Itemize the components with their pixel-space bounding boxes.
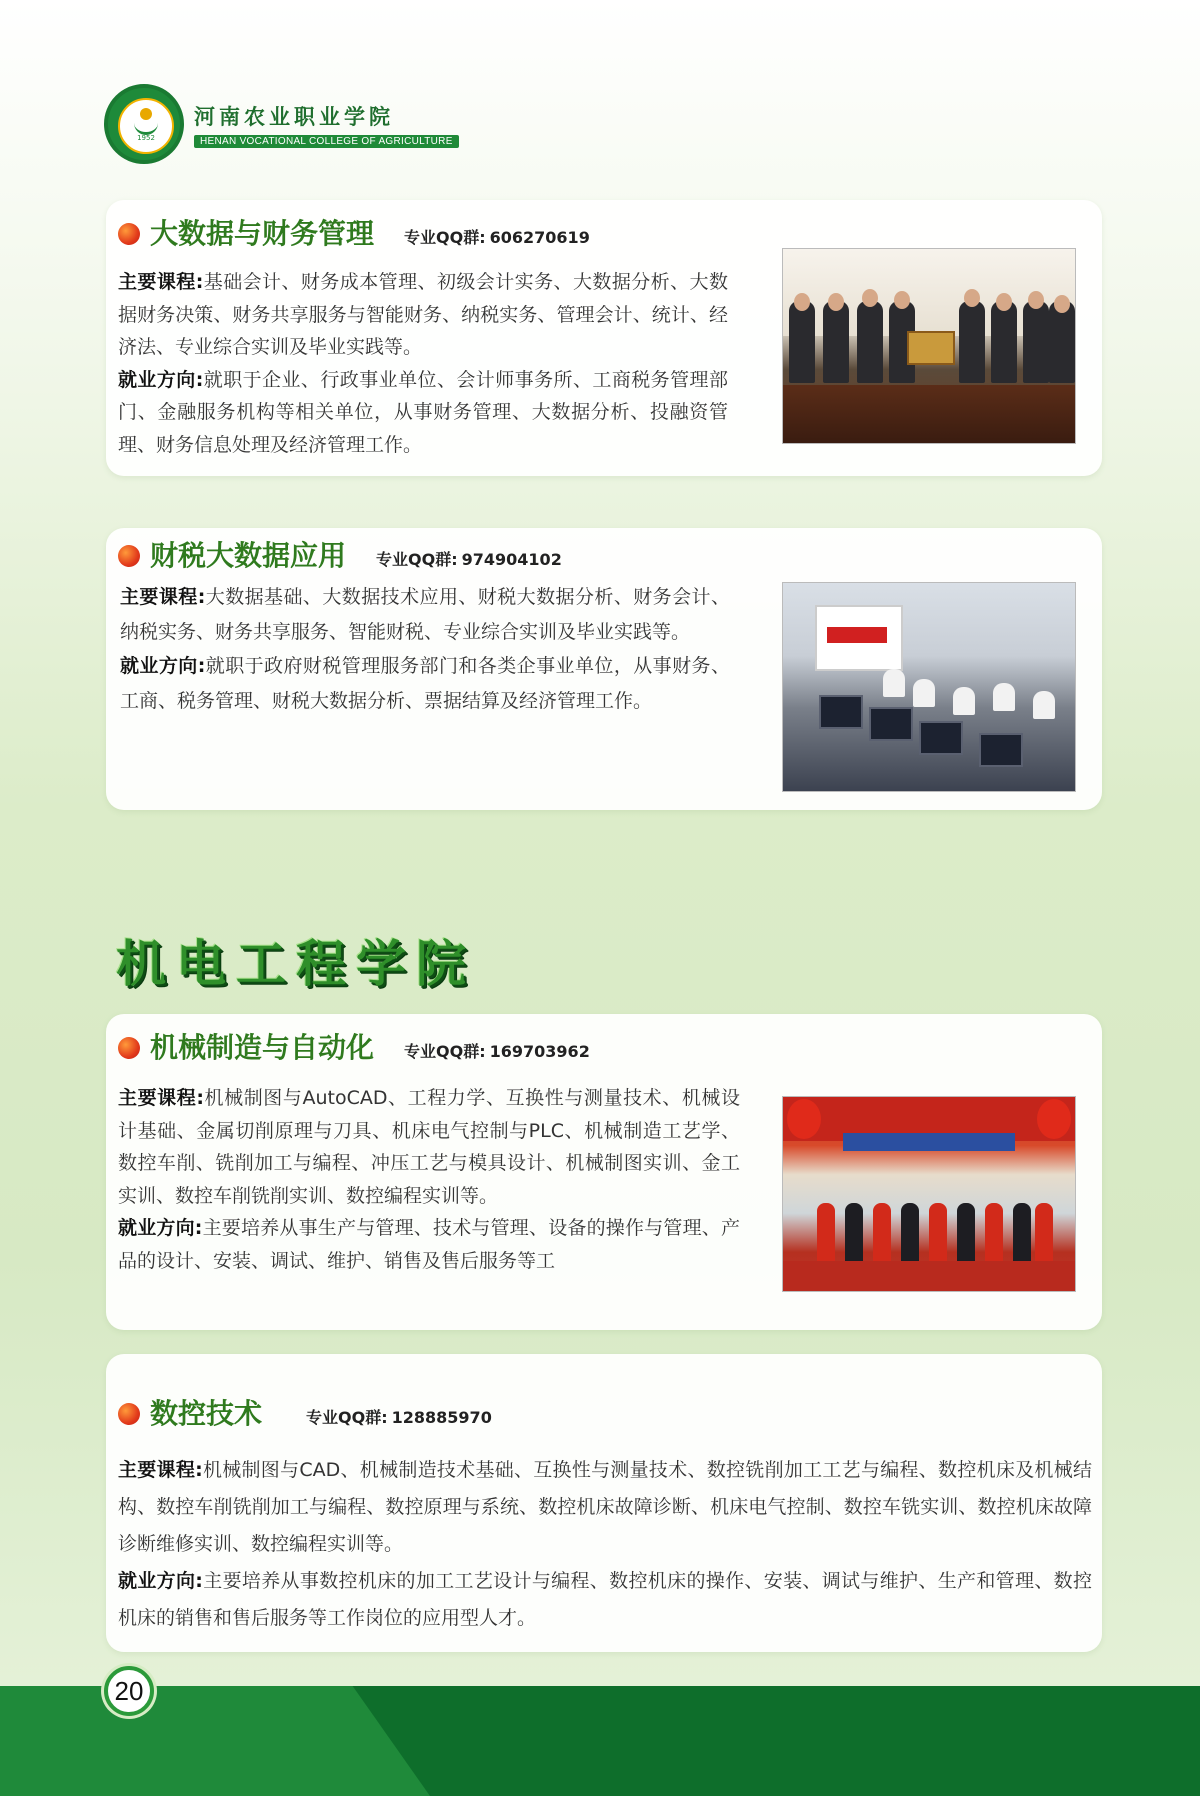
bullet-dot-icon — [118, 223, 140, 245]
major-title: 大数据与财务管理 — [150, 217, 375, 250]
computer-lab-photo — [782, 582, 1076, 792]
major-heading — [118, 1392, 492, 1432]
career-text: 主要培养从事生产与管理、技术与管理、设备的操作与管理、产品的设计、安装、调试、维护、销售及售后服务等工 — [118, 1217, 740, 1272]
major-title: 财税大数据应用 — [150, 539, 347, 572]
major-description — [118, 1082, 740, 1277]
page-number: 20 — [104, 1666, 154, 1716]
courses-label: 主要课程: — [118, 271, 204, 293]
courses-text: 机械制图与AutoCAD、工程力学、互换性与测量技术、机械设计基础、金属切削原理与刀具、机床电气控制与PLC、机械制造工艺学、数控车削、铣削加工与编程、冲压工艺与模具设计、机械制图实训、金工实训、数控车削铣削实训、数控编程实训等。 — [118, 1087, 740, 1207]
courses-text: 机械制图与CAD、机械制造技术基础、互换性与测量技术、数控铣削加工工艺与编程、数控机床及机械结构、数控车削铣削加工与编程、数控原理与系统、数控机床故障诊断、机床电气控制、数控车铣实训、数控机床故障诊断维修实训、数控编程实训等。 — [118, 1459, 1092, 1555]
career-label: 就业方向: — [118, 1570, 203, 1592]
footer-accent — [0, 1686, 430, 1796]
bullet-dot-icon — [118, 1403, 140, 1425]
major-title: 机械制造与自动化 — [150, 1031, 375, 1064]
section-title: 机电工程学院 — [116, 934, 476, 993]
logo-chinese-name: 河南农业职业学院 — [194, 103, 394, 129]
major-heading — [118, 534, 562, 574]
college-seal-icon — [104, 84, 184, 164]
seal-year: 1952 — [137, 134, 155, 142]
college-logo — [104, 84, 459, 164]
courses-label: 主要课程: — [118, 1087, 204, 1109]
qq-group-number: 974904102 — [461, 550, 562, 569]
major-title: 数控技术 — [150, 1397, 263, 1430]
major-description — [118, 266, 728, 461]
career-text: 主要培养从事数控机床的加工工艺设计与编程、数控机床的操作、安装、调试与维护、生产和管理、数控机床的销售和售后服务等工作岗位的应用型人才。 — [118, 1570, 1092, 1629]
career-text: 就职于政府财税管理服务部门和各类企事业单位，从事财务、工商、税务管理、财税大数据分析、票据结算及经济管理工作。 — [120, 655, 730, 712]
major-description — [118, 1452, 1092, 1637]
logo-english-name: HENAN VOCATIONAL COLLEGE OF AGRICULTURE — [194, 135, 459, 148]
meeting-photo — [782, 248, 1076, 444]
qq-group-label: 专业QQ群: — [404, 228, 486, 247]
major-heading — [118, 1026, 590, 1066]
major-description — [120, 580, 730, 718]
qq-group-number: 606270619 — [489, 228, 590, 247]
career-label: 就业方向: — [120, 655, 206, 677]
bullet-dot-icon — [118, 545, 140, 567]
courses-label: 主要课程: — [120, 586, 206, 608]
qq-group-number: 128885970 — [391, 1408, 492, 1427]
career-label: 就业方向: — [118, 1217, 203, 1239]
career-text: 就职于企业、行政事业单位、会计师事务所、工商税务管理部门、金融服务机构等相关单位，从事财务管理、大数据分析、投融资管理、财务信息处理及经济管理工作。 — [118, 368, 728, 456]
courses-text: 大数据基础、大数据技术应用、财税大数据分析、财务会计、纳税实务、财务共享服务、智能财税、专业综合实训及毕业实践等。 — [120, 586, 730, 643]
courses-label: 主要课程: — [118, 1459, 203, 1481]
major-heading — [118, 212, 590, 252]
career-label: 就业方向: — [118, 368, 204, 391]
qq-group-label: 专业QQ群: — [306, 1408, 388, 1427]
qq-group-label: 专业QQ群: — [404, 1042, 486, 1061]
footer-band — [0, 1686, 1200, 1796]
qq-group-number: 169703962 — [489, 1042, 590, 1061]
courses-text: 基础会计、财务成本管理、初级会计实务、大数据分析、大数据财务决策、财务共享服务与智能财务、纳税实务、管理会计、统计、经济法、专业综合实训及毕业实践等。 — [118, 271, 728, 358]
qq-group-label: 专业QQ群: — [376, 550, 458, 569]
bullet-dot-icon — [118, 1037, 140, 1059]
ceremony-photo — [782, 1096, 1076, 1292]
